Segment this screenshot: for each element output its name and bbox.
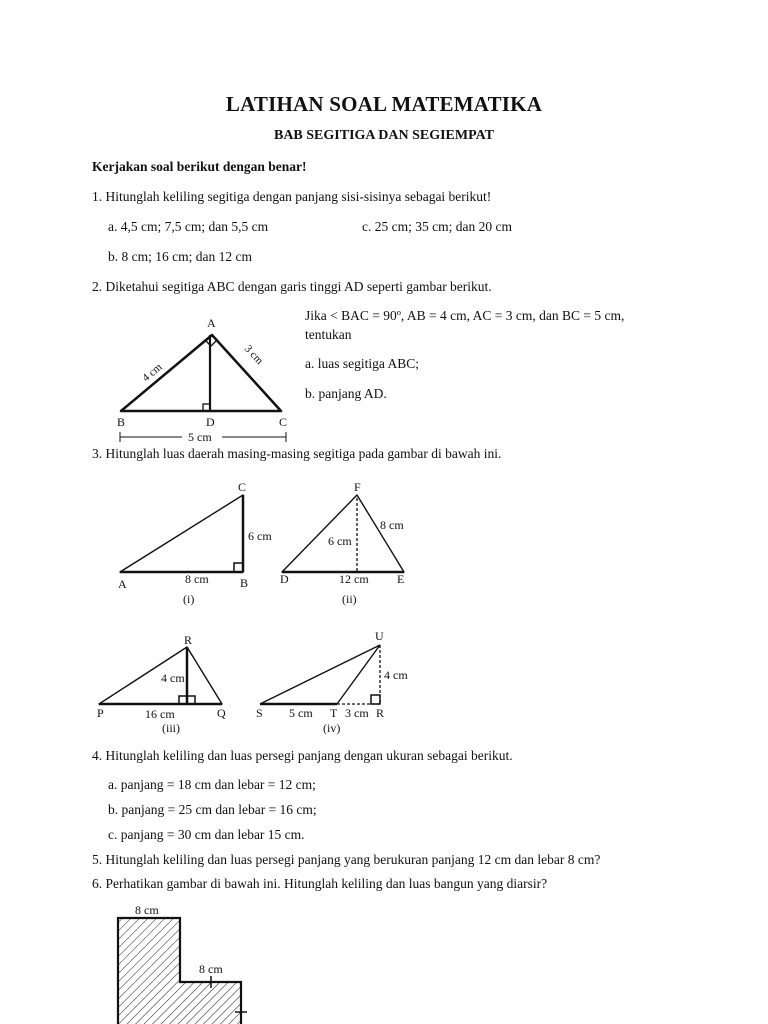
instruction: Kerjakan soal berikut dengan benar! — [92, 159, 307, 174]
triangle-ii-vertex-e: E — [397, 572, 405, 586]
triangle-i-vertex-a: A — [118, 577, 127, 591]
triangle-i-vertex-b: B — [240, 576, 249, 590]
question-4-option-a: a. panjang = 18 cm dan lebar = 12 cm; — [108, 777, 316, 792]
question-2: 2. Diketahui segitiga ABC dengan garis tinggi AD seperti gambar berikut. — [92, 279, 492, 294]
triangle-iii-base-label: 16 cm — [145, 707, 175, 721]
page-title: LATIHAN SOAL MATEMATIKA — [225, 92, 543, 116]
shape-step-label: 8 cm — [199, 962, 223, 976]
triangle-abc-figure — [110, 312, 300, 446]
triangle-iii-vertex-q: Q — [217, 706, 226, 720]
question-4-option-b: b. panjang = 25 cm dan lebar = 16 cm; — [108, 802, 317, 817]
triangle-iv-st-label: 5 cm — [289, 706, 313, 720]
question-1-option-a: a. 4,5 cm; 7,5 cm; dan 5,5 cm — [108, 219, 269, 234]
triangle-iv-side-su — [260, 645, 380, 704]
shape-top-label: 8 cm — [135, 903, 159, 917]
triangle-i-right-angle — [234, 563, 243, 572]
triangle-iv-height-label: 4 cm — [384, 668, 408, 682]
vertex-b-label: B — [117, 415, 126, 429]
triangle-iv-right-angle — [371, 695, 380, 704]
triangle-iv-caption: (iv) — [323, 721, 341, 735]
triangle-ii-side-label: 8 cm — [380, 518, 404, 532]
triangle-iv-tr-label: 3 cm — [345, 706, 369, 720]
triangle-i-outline — [120, 495, 243, 572]
vertex-a-label: A — [207, 316, 216, 330]
triangle-iii-height-label: 4 cm — [161, 671, 185, 685]
triangle-i-height-label: 6 cm — [248, 529, 272, 543]
vertex-d-label: D — [206, 415, 215, 429]
question-2-part-b: b. panjang AD. — [305, 386, 387, 401]
question-5: 5. Hitunglah keliling dan luas persegi panjang yang berukuran panjang 12 cm dan lebar 8 cm? — [92, 852, 601, 867]
triangle-ii-caption: (ii) — [342, 592, 357, 606]
triangle-ii-figure — [276, 478, 426, 608]
triangle-iv-figure — [252, 626, 422, 738]
triangle-iv-vertex-t: T — [330, 706, 338, 720]
vertex-c-label: C — [279, 415, 288, 429]
triangle-ii-vertex-d: D — [280, 572, 289, 586]
triangle-i-figure — [112, 478, 282, 608]
question-3: 3. Hitunglah luas daerah masing-masing segitiga pada gambar di bawah ini. — [92, 446, 502, 461]
question-2-given-cont: tentukan — [305, 327, 352, 342]
side-bc-label: 5 cm — [188, 430, 212, 444]
question-4: 4. Hitunglah keliling dan luas persegi panjang dengan ukuran sebagai berikut. — [92, 748, 513, 763]
triangle-i-caption: (i) — [183, 592, 195, 606]
question-1-option-c: c. 25 cm; 35 cm; dan 20 cm — [362, 219, 512, 234]
question-2-part-a: a. luas segitiga ABC; — [305, 356, 419, 371]
triangle-i-vertex-c: C — [238, 480, 247, 494]
triangle-iii-figure — [90, 630, 240, 738]
page-subtitle: BAB SEGITIGA DAN SEGIEMPAT — [273, 128, 495, 143]
triangle-ii-vertex-f: F — [354, 480, 361, 494]
side-ab-label: 4 cm — [140, 361, 165, 385]
triangle-iii-vertex-r: R — [184, 633, 193, 647]
side-ac-label: 3 cm — [241, 342, 266, 367]
triangle-iv-vertex-u: U — [375, 629, 384, 643]
triangle-iv-vertex-r: R — [376, 706, 385, 720]
triangle-i-base-label: 8 cm — [185, 572, 209, 586]
triangle-iii-caption: (iii) — [162, 721, 180, 735]
question-1-option-b: b. 8 cm; 16 cm; dan 12 cm — [108, 249, 252, 264]
triangle-iii-vertex-p: P — [97, 706, 104, 720]
question-1: 1. Hitunglah keliling segitiga dengan panjang sisi-sisinya sebagai berikut! — [92, 189, 492, 204]
question-6: 6. Perhatikan gambar di bawah ini. Hitunglah keliling dan luas bangun yang diarsir? — [92, 876, 548, 891]
shaded-shape-figure — [100, 898, 260, 1024]
question-2-given: Jika < BAC = 90º, AB = 4 cm, AC = 3 cm, dan BC = 5 cm, — [305, 308, 625, 323]
triangle-iv-vertex-s: S — [256, 706, 263, 720]
triangle-ii-base-label: 12 cm — [339, 572, 369, 586]
question-4-option-c: c. panjang = 30 cm dan lebar 15 cm. — [108, 827, 305, 842]
triangle-ii-height-label: 6 cm — [328, 534, 352, 548]
